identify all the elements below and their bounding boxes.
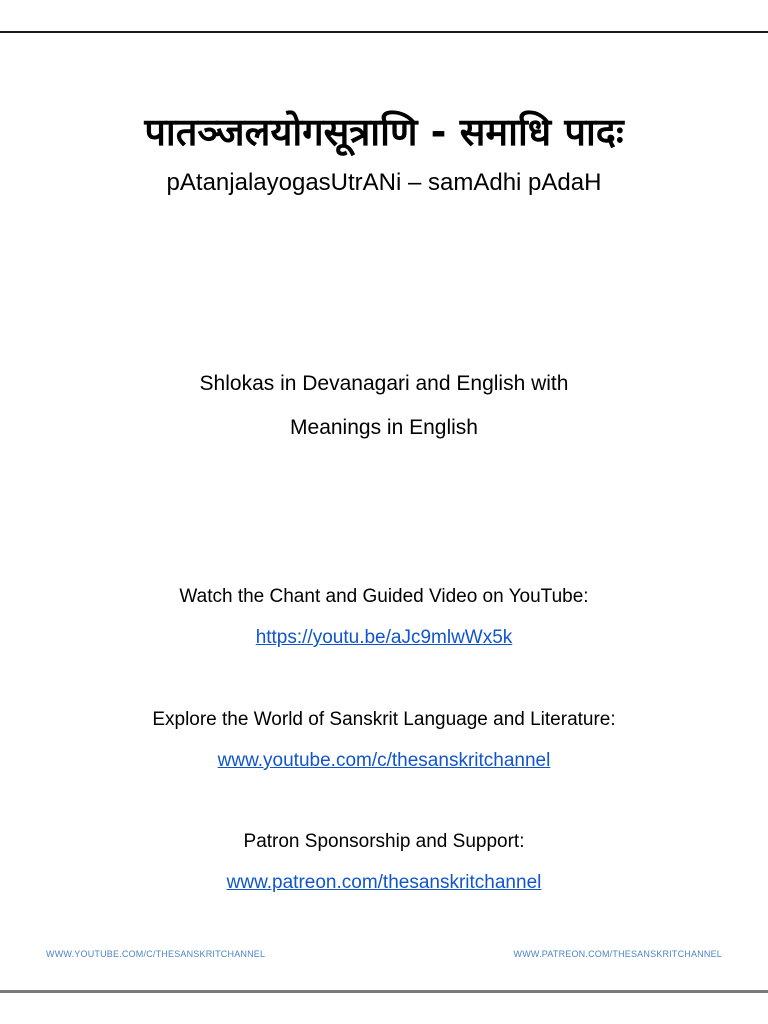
footer-patreon-text: WWW.PATREON.COM/THESANSKRITCHANNEL <box>513 949 722 959</box>
title-devanagari: पातञ्जलयोगसूत्राणि - समाधि पादः <box>144 110 624 154</box>
youtube-video-heading: Watch the Chant and Guided Video on YouTube: <box>179 586 589 607</box>
channel-link-row <box>0 747 768 775</box>
explore-channel-heading: Explore the World of Sanskrit Language and Literature: <box>152 709 616 730</box>
subtitle-line-2: Meanings in English <box>290 416 478 439</box>
patreon-link-row <box>0 869 768 897</box>
footer-rule <box>0 990 768 993</box>
footer-youtube-text: WWW.YOUTUBE.COM/C/THESANSKRITCHANNEL <box>46 949 266 959</box>
title-transliteration: pAtanjalayogasUtrANi – samAdhi pAdaH <box>166 169 602 196</box>
youtube-video-link[interactable]: https://youtu.be/aJc9mlwWx5k <box>255 627 513 648</box>
subtitle-line-1: Shlokas in Devanagari and English with <box>199 372 569 395</box>
youtube-video-link-row <box>0 624 768 652</box>
header-rule <box>0 31 768 33</box>
patreon-link[interactable]: www.patreon.com/thesanskritchannel <box>226 872 542 893</box>
patron-support-heading: Patron Sponsorship and Support: <box>243 831 525 852</box>
youtube-channel-link[interactable]: www.youtube.com/c/thesanskritchannel <box>217 750 551 771</box>
subtitle <box>0 362 768 450</box>
